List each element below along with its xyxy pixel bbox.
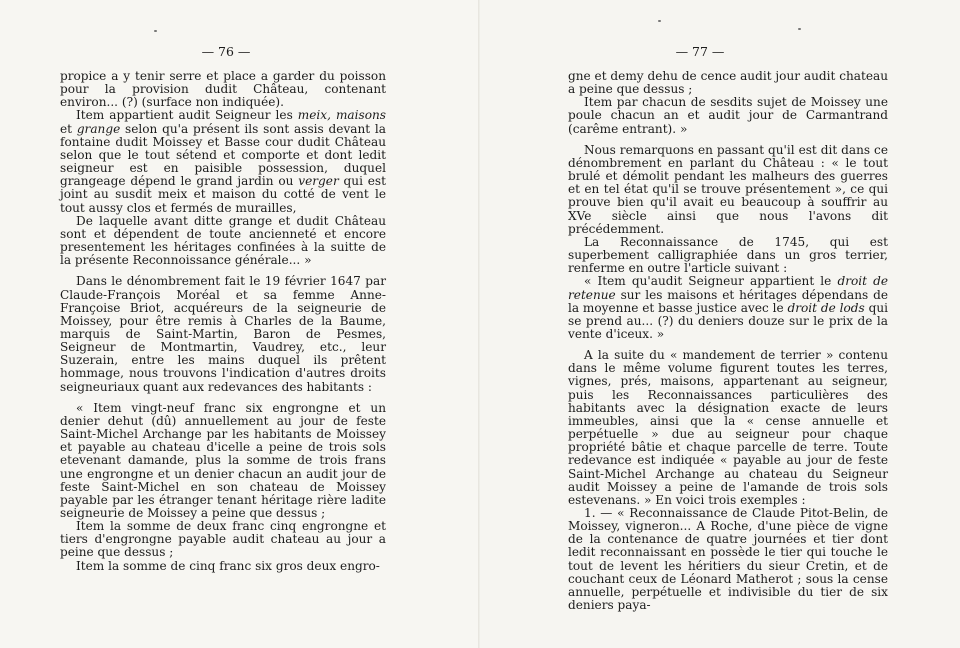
paragraph: A la suite du « mandement de terrier » contenu dans le même volume figurent toutes les terres, vignes, prés, maisons, appartenant au seigneur, puis les Reconnaissances particulières des habitants avec la désignation exacte de leurs immeubles, ainsi que la « cense annuelle et perpétuelle » due au seigneur pour chaque propriété bâtie et chaque parcelle de terre. Toute redevance est indiquée « payable au jour de feste Saint-Michel Archange au chateau du Seigneur audit Moissey a peine de l'amande de trois sols estevenans. » En voici trois exemples :: [568, 348, 888, 507]
paragraph: Nous remarquons en passant qu'il est dit dans ce dénombrement en parlant du Château : « le tout brulé et démolit pendant les malheurs des guerres et en tel état qu'il se trouve présentement », ce qui prouve bien qu'il avait eu beaucoup à souffrir au XVe siècle ainsi que nous l'avons dit précédemment.: [568, 142, 888, 236]
paragraph: Item appartient audit Seigneur les meix, maisons et grange selon qu'a présent ils sont assis devant la fontaine dudit Moissey et Basse cour dudit Château selon que le tout sétend et comporte et dont ledit seigneur est en paisible possession, duquel grangeage dépend le grand jardin ou verger qui est joint au susdit meix et maison du cotté de vent le tout aussy clos et fermés de murailles,: [60, 108, 386, 215]
paper-speck: [154, 30, 157, 32]
paragraph: « Item vingt-neuf franc six engrongne et un denier dehut (dû) annuellement au jour de feste Saint-Michel Archange par les habitants de Moissey et payable au chateau d'icelle a peine de trois sols etevenant damande, plus la somme de trois frans une engrongne et un denier chacun an audit jour de feste Saint-Michel en son chateau de Moissey payable par les étranger tenant héritage rière ladite seigneurie de Moissey a peine que dessus ;: [60, 400, 386, 520]
right-page: [480, 0, 960, 648]
paper-speck: [658, 20, 661, 22]
page-number-77: — 77 —: [675, 44, 725, 59]
paragraph: Dans le dénombrement fait le 19 février 1647 par Claude-François Moréal et sa femme Anne-Françoise Briot, acquéreurs de la seigneurie de Moissey, pour être remis à Charles de la Baume, marquis de Saint-Martin, Baron de Pesmes, Seigneur de Montmartin, Vaudrey, etc., leur Suzerain, entre les mains duquel ils prêtent hommage, nous trouvons l'indication d'autres droits seigneuriaux quant aux redevances des habitants :: [60, 274, 386, 394]
paragraph: Item la somme de cinq franc six gros deux engro-: [76, 558, 380, 573]
paragraph: gne et demy dehu de cence audit jour audit chateau a peine que dessus ;: [568, 69, 888, 97]
paper-speck: [798, 28, 801, 30]
paragraph: La Reconnaissance de 1745, qui est superbement calligraphiée dans un gros terrier, renferme en outre l'article suivant :: [568, 234, 888, 276]
paragraph: 1. — « Reconnaissance de Claude Pitot-Belin, de Moissey, vigneron... A Roche, d'une pièce de vigne de la contenance de quatre journées et tier dont ledit reconnaissant en possède le tier qui touche le tout de levent les héritiers du sieur Cretin, et de couchant ceux de Léonard Matherot ; sous la cense annuelle, perpétuelle et indivisible du tier de six deniers paya-: [568, 506, 888, 613]
paragraph: propice a y tenir serre et place a garder du poisson pour la provision dudit Château, contenant environ... (?) (surface non indiquée).: [60, 69, 386, 110]
paragraph: Item par chacun de sesdits sujet de Moissey une poule chacun an et audit jour de Carmantrand (carême entrant). »: [568, 95, 888, 136]
paragraph: Item la somme de deux franc cinq engrongne et tiers d'engrongne payable audit chateau au jour a peine que dessus ;: [60, 519, 386, 560]
paragraph: De laquelle avant ditte grange et dudit Château sont et dépendent de toute ancienneté et encore presentement les héritages confinées à la suitte de la présente Reconnoissance générale... »: [60, 213, 386, 268]
page-number-76: — 76 —: [201, 44, 251, 59]
left-text-column: [60, 70, 386, 573]
paragraph: « Item qu'audit Seigneur appartient le droit de retenue sur les maisons et héritages dépendans de la moyenne et basse justice avec le droit de lods qui se prend au... (?) du deniers douze sur le prix de la vente d'iceux. »: [568, 274, 889, 341]
right-text-column: [568, 70, 888, 612]
